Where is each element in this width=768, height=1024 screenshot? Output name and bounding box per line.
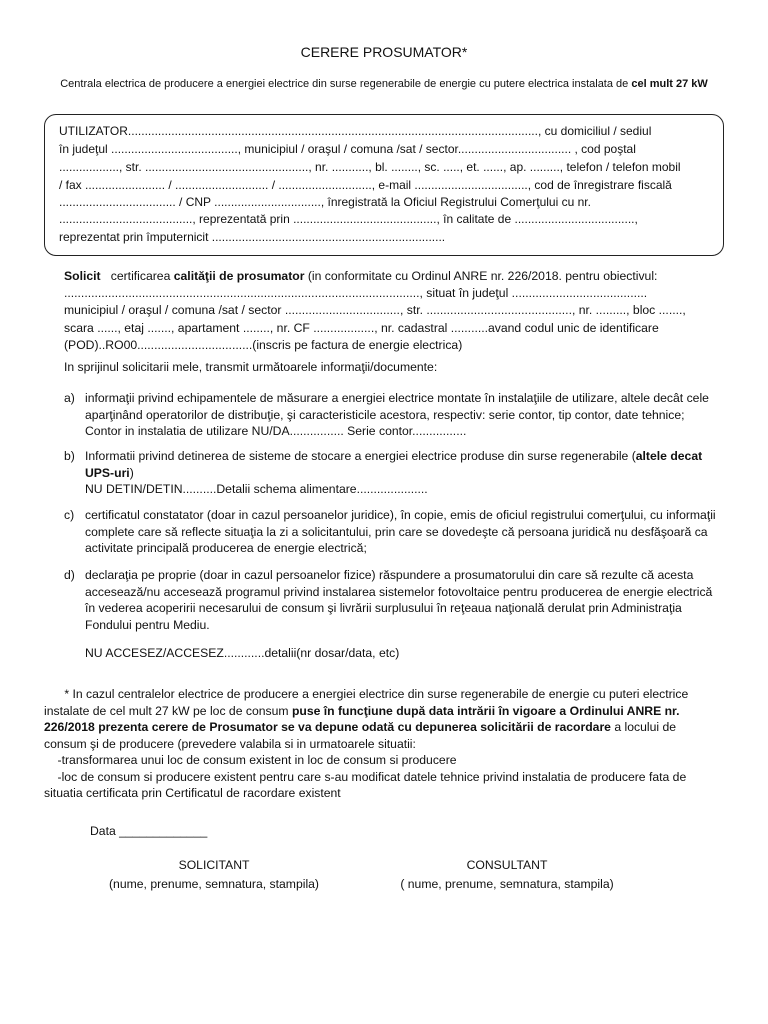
item-c-line-2: complete care să reflecte situaţia la zi a solicitantului, prin care se dovedeşte că persoana juridică nu desfăşoară ca	[85, 524, 708, 539]
footnote-line-6: -loc de consum si producere existent pentru care s-au modificat datele tehnice privind instalatia de producere fata de	[44, 769, 687, 784]
item-b-line-3: NU DETIN/DETIN..........Detalii schema alimentare.....................	[85, 482, 428, 496]
document-title: CERERE PROSUMATOR*	[300, 44, 468, 60]
footnote-line-3-text: a locului de	[610, 720, 677, 734]
certificarea-word: certificarea	[110, 269, 171, 283]
consultant-title: CONSULTANT	[466, 858, 548, 872]
prosumer-quality: calităţii de prosumator	[173, 269, 305, 283]
item-d-line-3: în vederea acoperirii necesarului de consum şi livrării surplusului în reţeaua naţională derulat prin Administraţia	[85, 601, 682, 615]
footnote-line-4: consum şi de producere (prevedere valabila si in urmatoarele situatii:	[44, 736, 416, 751]
item-b-line-1-text: Informatii privind detinerea de sisteme de stocare a energiei electrice produse din surse regenerabile (	[85, 449, 636, 463]
footnote-line-5: -transformarea unui loc de consum existent in loc de consum si producere	[44, 753, 457, 767]
item-b-line-1-bold: altele decat	[635, 449, 703, 463]
item-b-line-1	[85, 448, 725, 465]
item-d-line-2: accesează/nu accesează programul privind instalarea sistemelor fotovoltaice pentru producerea de energie electrică	[85, 584, 713, 599]
user-line-1: UTILIZATOR..........................................................................................................................., cu domiciliul / sediul	[59, 124, 652, 138]
user-line-3: .................., str. ................................................., nr. ..........., bl. ........, sc. ....., et. ......, ap. ........., telefon / telefon mobil	[59, 160, 681, 174]
document-subtitle	[34, 78, 734, 90]
subtitle-text: Centrala electrica de producere a energiei electrice din surse regenerabile de energie cu putere electrica instalata de	[60, 78, 632, 90]
footnote	[44, 686, 724, 802]
solicit-word: Solicit	[64, 269, 101, 283]
date-field: Data _____________	[90, 824, 208, 838]
request-line-4: scara ......, etaj ......., apartament ........, nr. CF .................., nr. cadastral ...........avand codul unic de identificare	[64, 320, 659, 335]
request-line-1	[64, 268, 722, 285]
user-details-box	[44, 114, 724, 256]
item-d-line-4: Fondului pentru Mediu.	[85, 617, 210, 632]
user-line-4: / fax ........................ / ............................ / ............................, e-mail .................................., cod de înregistrare fiscală	[59, 178, 672, 192]
item-b-line-2	[85, 465, 725, 482]
user-line-7: reprezentat prin împuternicit ......................................................................	[59, 230, 446, 244]
consultant-signature-block	[377, 856, 637, 894]
request-paragraph	[64, 268, 722, 354]
item-a-line-3: Contor in instalatia de utilizare NU/DA................ Serie contor................	[85, 424, 467, 438]
footnote-line-3	[44, 719, 724, 736]
consultant-subtitle: ( nume, prenume, semnatura, stampila)	[400, 877, 614, 891]
footnote-line-3-bold: 226/2018 prezenta cerere de Prosumator se va depune odată cu depunerea solicitării de racordare	[44, 720, 611, 734]
footnote-line-2-text: instalate de cel mult 27 kW pe loc de consum	[44, 703, 292, 718]
footnote-line-2-bold: puse în funcţiune după data intrării în vigoare a Ordinului ANRE nr.	[291, 703, 680, 718]
user-line-6: ........................................, reprezentată prin ..........................................., în calitate de ....................................,	[59, 212, 638, 226]
subtitle-power-limit: cel mult 27 kW	[631, 78, 708, 90]
item-a-line-2: aparţinând operatorilor de distribuţie, şi caracteristicile acestora, respectiv: serie contor, tip contor, date tehnice;	[85, 407, 685, 422]
request-line-1-rest: (in conformitate cu Ordinul ANRE nr. 226/2018. pentru obiectivul:	[304, 269, 658, 283]
applicant-subtitle: (nume, prenume, semnatura, stampila)	[109, 877, 319, 891]
user-line-5: ................................... / CNP ................................, înregistrată la Oficiul Registrului Comerţului cu nr.	[59, 195, 591, 209]
item-b-mark: b)	[64, 449, 75, 463]
item-c-line-1: certificatul constatator (doar in cazul persoanelor juridice), în copie, emis de oficiul registrului comerţului, cu informaţii	[85, 508, 716, 522]
item-b-line-2-bold: UPS-uri	[85, 465, 130, 480]
item-b-line-2-rest: )	[129, 465, 134, 480]
item-c-mark: c)	[64, 508, 75, 522]
request-line-5: (POD)..RO00..................................(inscris pe factura de energie electrica)	[64, 337, 463, 352]
footnote-line-2	[44, 703, 724, 720]
footnote-line-7: situatia certificata prin Certificatul de racordare existent	[44, 786, 341, 800]
item-d-line-1: declaraţia pe proprie (doar in cazul persoanelor fizice) răspundere a prosumatorului din care să rezulte că acesta	[85, 568, 694, 582]
footnote-line-1: * In cazul centralelor electrice de producere a energiei electrice din surse regenerabile de energie cu puteri electrice	[44, 687, 689, 701]
applicant-signature-block	[84, 856, 344, 894]
item-d-mark: d)	[64, 568, 75, 582]
documents-intro: In sprijinul solicitarii mele, transmit următoarele informaţii/documente:	[64, 360, 438, 374]
item-d-extra: NU ACCESEZ/ACCESEZ............detalii(nr dosar/data, etc)	[85, 646, 400, 660]
item-c-line-3: activitate principală producerea de energie electrică;	[85, 541, 367, 555]
item-a-line-1: informaţii privind echipamentele de măsurare a energiei electrice montate în instalaţiile de utilizare, altele decât cele	[85, 391, 709, 405]
item-a-mark: a)	[64, 391, 75, 405]
request-line-2: ........................................................................................................., situat în judeţul ........................................	[64, 286, 648, 301]
applicant-title: SOLICITANT	[178, 858, 250, 872]
request-line-3: municipiul / oraşul / comuna /sat / sector .................................., str. ..........................................., nr. ........., bloc .......,	[64, 303, 686, 318]
user-line-2: în judeţul ......................................, municipiul / oraşul / comuna /sat / sector.................................. , cod poştal	[59, 142, 636, 156]
